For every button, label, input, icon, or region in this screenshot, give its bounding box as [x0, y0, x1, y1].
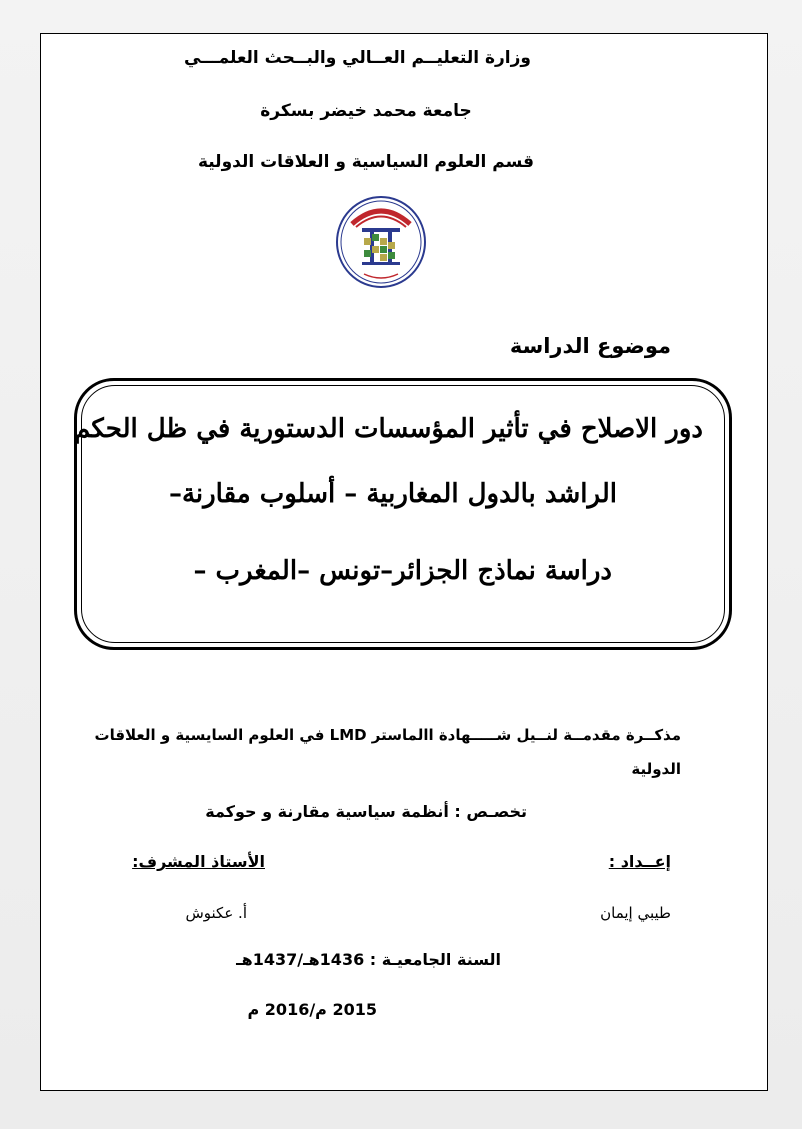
thesis-title-line-1: دور الاصلاح في تأثير المؤسسات الدستورية في ظل الحكم	[74, 414, 703, 444]
document-page	[40, 33, 768, 1091]
study-subject-label: موضوع الدراسة	[509, 334, 671, 358]
specialty: تخصـص : أنظمة سياسية مقارنة و حوكمة	[205, 802, 527, 821]
supervisor-label: الأستاذ المشرف:	[132, 852, 265, 871]
department-name: قسم العلوم السياسية و العلاقات الدولية	[197, 152, 535, 172]
thesis-title-line-3: دراسة نماذج الجزائر–تونس –المغرب –	[193, 556, 612, 586]
memo-description: مذكــرة مقدمــة لنــيل شـــــهادة االماستر LMD في العلوم السايسية و العلاقات الدولية	[94, 726, 681, 778]
student-name: طيبي إيمان	[600, 904, 671, 922]
academic-year: السنة الجامعيـة : 1436هـ/1437هـ	[236, 950, 501, 969]
gregorian-year: 2015 م/2016 م	[247, 1000, 377, 1019]
ministry-name: وزارة التعليــم العــالي والبــحث العلمـــي	[183, 48, 531, 68]
university-logo-icon	[334, 194, 428, 290]
university-name: جامعة محمد خيضر بسكرة	[260, 101, 472, 121]
thesis-title-line-2: الراشد بالدول المغاربية – أسلوب مقارنة–	[168, 479, 617, 509]
title-frame	[74, 378, 732, 650]
prepared-by-label: إعــداد :	[608, 852, 671, 871]
supervisor-name: أ. عكنوش	[185, 904, 247, 922]
